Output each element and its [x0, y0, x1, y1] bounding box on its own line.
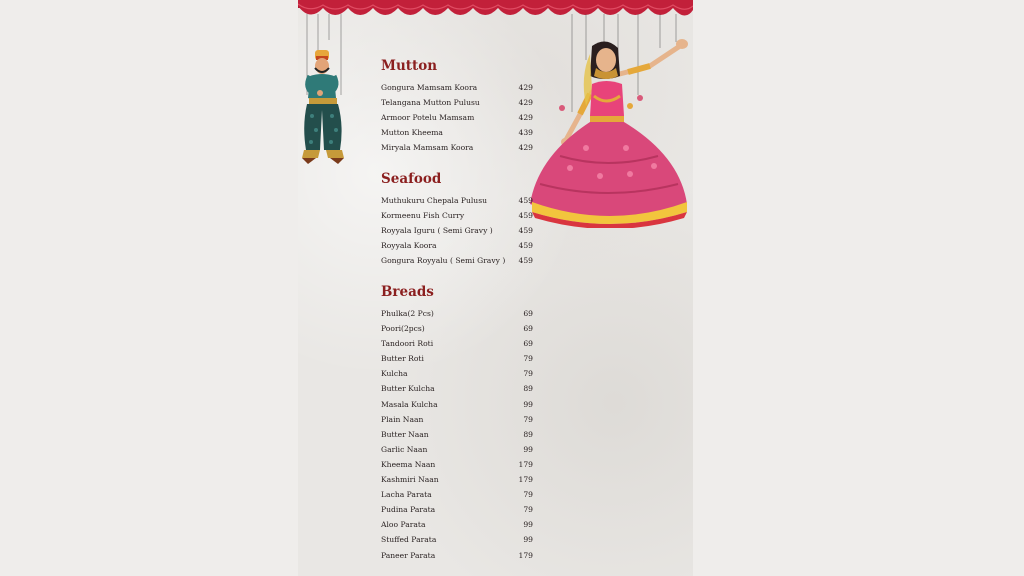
item-price: 69 [523, 324, 533, 334]
item-name: Phulka(2 Pcs) [381, 309, 434, 318]
menu-item [381, 223, 533, 238]
menu-item [381, 193, 533, 208]
menu-item [381, 442, 533, 457]
menu-item [381, 548, 533, 563]
menu-item [381, 321, 533, 336]
section-title: Seafood [381, 171, 442, 187]
section-breads [381, 284, 533, 563]
item-price: 99 [523, 444, 533, 454]
item-name: Masala Kulcha [381, 399, 438, 409]
item-price: 99 [523, 535, 533, 545]
item-price: 79 [523, 490, 533, 500]
item-name: Kulcha [381, 369, 408, 379]
item-price: 439 [518, 128, 533, 138]
item-name: Plain Naan [381, 414, 424, 424]
menu-item [381, 412, 533, 427]
item-name: Paneer Parata [381, 550, 436, 560]
item-price: 179 [518, 475, 533, 485]
menu-item [381, 457, 533, 472]
item-name: Kheema Naan [381, 459, 436, 469]
menu-item [381, 366, 533, 381]
item-price: 459 [518, 256, 533, 266]
curtain-valance [298, 0, 693, 22]
item-price: 179 [518, 459, 533, 469]
item-name: Gongura Royyalu ( Semi Gravy ) [381, 256, 506, 266]
section-seafood [381, 171, 533, 268]
item-name: Royyala Iguru ( Semi Gravy ) [381, 226, 493, 236]
item-price: 459 [518, 196, 533, 205]
item-name: Miryala Mamsam Koora [381, 143, 474, 153]
item-price: 429 [518, 83, 533, 92]
menu-item [381, 336, 533, 351]
menu-item [381, 381, 533, 396]
menu-item [381, 140, 533, 155]
item-name: Tandoori Roti [381, 339, 434, 349]
menu-item [381, 125, 533, 140]
item-name: Lacha Parata [381, 490, 432, 500]
item-name: Butter Naan [381, 429, 429, 439]
menu-item [381, 472, 533, 487]
item-price: 179 [518, 550, 533, 560]
item-name: Stuffed Parata [381, 535, 437, 545]
section-mutton [381, 58, 533, 155]
menu-item [381, 110, 533, 125]
item-name: Butter Kulcha [381, 384, 435, 394]
item-price: 459 [518, 211, 533, 221]
item-name: Poori(2pcs) [381, 324, 425, 334]
item-name: Kormeenu Fish Curry [381, 211, 465, 221]
item-price: 429 [518, 143, 533, 153]
item-name: Royyala Koora [381, 241, 437, 251]
item-name: Aloo Parata [381, 520, 426, 530]
menu-item [381, 306, 533, 321]
menu-item [381, 532, 533, 547]
menu-item [381, 238, 533, 253]
item-price: 79 [523, 354, 533, 364]
item-price: 429 [518, 98, 533, 108]
item-price: 79 [523, 505, 533, 515]
menu-item [381, 427, 533, 442]
item-name: Telangana Mutton Pulusu [381, 98, 480, 108]
item-name: Kashmiri Naan [381, 475, 439, 485]
menu-item [381, 351, 533, 366]
item-price: 429 [518, 113, 533, 123]
item-name: Butter Roti [381, 354, 424, 364]
menu-item [381, 80, 533, 95]
menu-item [381, 502, 533, 517]
menu-item [381, 487, 533, 502]
menu-item [381, 517, 533, 532]
item-price: 89 [523, 429, 533, 439]
item-price: 99 [523, 520, 533, 530]
menu-page [298, 0, 693, 576]
item-price: 459 [518, 226, 533, 236]
dancing-female-puppet-illustration [530, 36, 693, 228]
menu-item [381, 95, 533, 110]
item-price: 79 [523, 369, 533, 379]
item-price: 459 [518, 241, 533, 251]
item-price: 79 [523, 414, 533, 424]
item-name: Muthukuru Chepala Pulusu [381, 196, 487, 205]
item-price: 99 [523, 399, 533, 409]
item-price: 69 [523, 339, 533, 349]
menu-item [381, 208, 533, 223]
item-name: Pudina Parata [381, 505, 436, 515]
male-puppet-illustration [298, 46, 350, 174]
item-name: Armoor Potelu Mamsam [381, 113, 475, 123]
item-name: Gongura Mamsam Koora [381, 83, 478, 92]
menu-item [381, 253, 533, 268]
item-name: Garlic Naan [381, 444, 428, 454]
section-title: Breads [381, 284, 434, 300]
menu-item [381, 397, 533, 412]
item-name: Mutton Kheema [381, 128, 443, 138]
item-price: 69 [523, 309, 533, 318]
item-price: 89 [523, 384, 533, 394]
section-title: Mutton [381, 58, 438, 74]
